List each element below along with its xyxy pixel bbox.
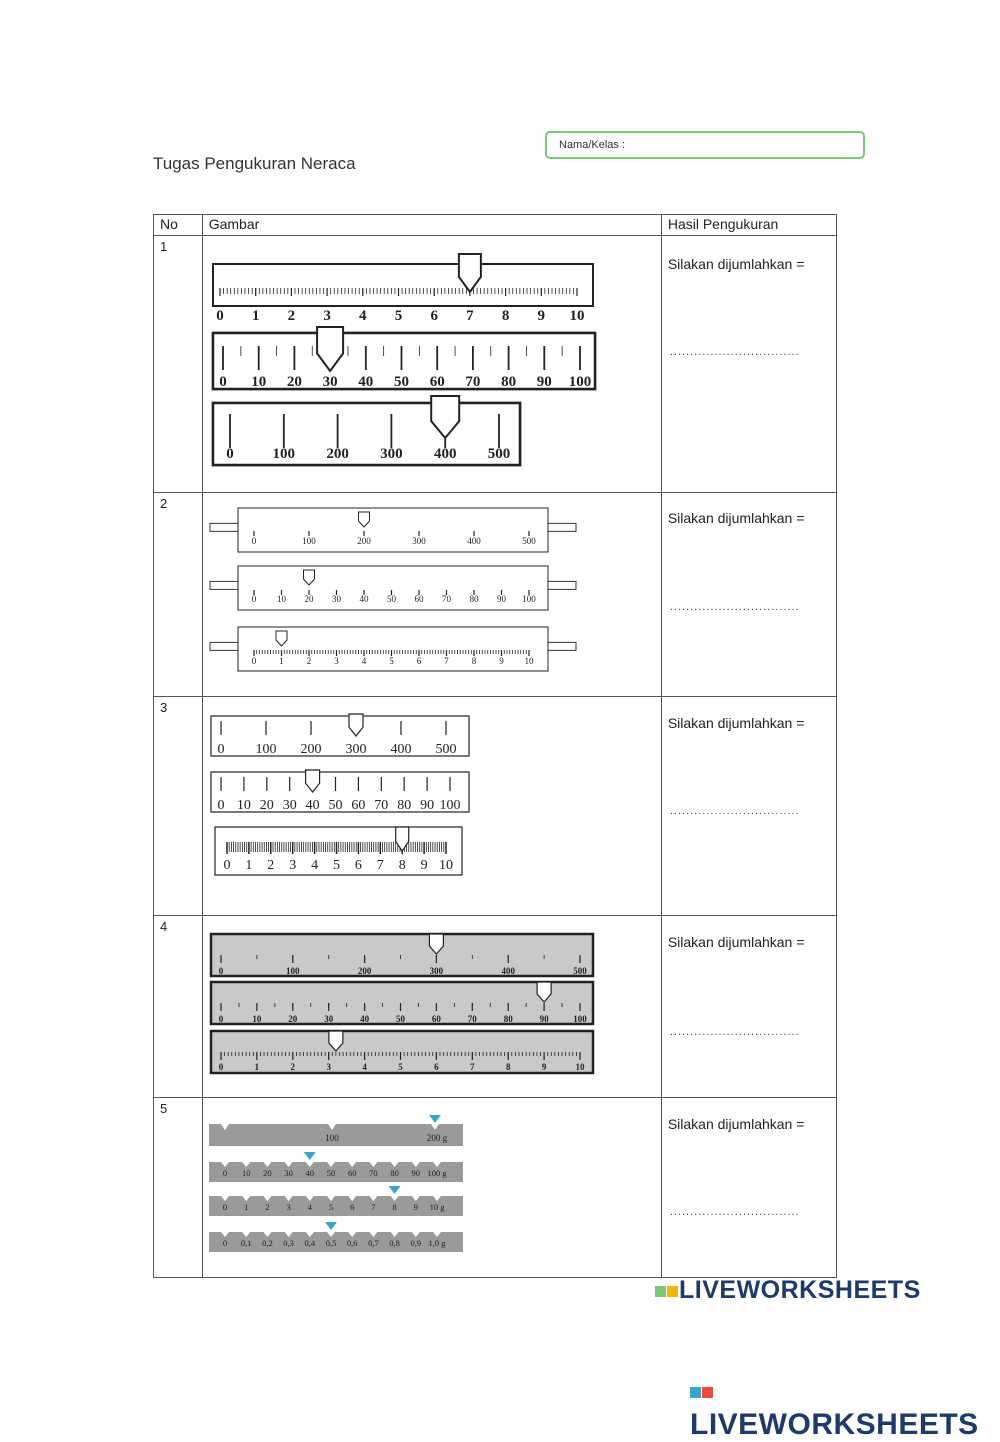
tick-label: 70 xyxy=(467,1014,477,1024)
tick-label: 7 xyxy=(465,308,474,324)
tick-label: 0 xyxy=(215,308,224,324)
tick-label: 3 xyxy=(288,858,296,873)
tick-label: 7 xyxy=(469,1062,475,1072)
beam-1-ticks xyxy=(213,254,593,324)
tick-label: 9 xyxy=(537,308,545,324)
tick-label: 80 xyxy=(500,374,516,390)
tick-label: 0 xyxy=(251,656,256,666)
tick-label: 80 xyxy=(390,1168,399,1178)
tick-label: 2 xyxy=(287,308,295,324)
tick-label: 0 xyxy=(225,446,234,462)
tick-label: 100 xyxy=(572,1014,587,1024)
tick-label: 0,1 xyxy=(240,1238,252,1248)
watermark-text: LIVEWORKSHEETS xyxy=(679,1276,921,1304)
tick-label: 5 xyxy=(397,1062,403,1072)
header-no: No xyxy=(154,215,203,236)
row-number: 3 xyxy=(154,697,203,916)
beam-body xyxy=(211,716,469,756)
table-row xyxy=(154,493,837,697)
tick-label: 7 xyxy=(376,858,384,873)
header-gambar: Gambar xyxy=(202,215,661,236)
tick-label: 400 xyxy=(501,966,515,976)
tick-label: 60 xyxy=(431,1014,441,1024)
tick-label: 500 xyxy=(435,742,457,757)
tick-label: 10 xyxy=(250,374,266,390)
balance-image xyxy=(202,493,661,697)
balance-image xyxy=(202,1098,661,1278)
tick-label: 20 xyxy=(304,594,314,604)
tick-label: 6 xyxy=(349,1202,355,1212)
tick-label: 2 xyxy=(267,858,275,873)
tick-label: 10 xyxy=(575,1062,585,1072)
tick-label: 3 xyxy=(323,308,331,324)
result-prompt: Silakan dijumlahkan = xyxy=(667,256,805,272)
tick-label: 10 xyxy=(236,798,251,813)
tick-label: 30 xyxy=(284,1168,293,1178)
tick-label: 3 xyxy=(326,1062,331,1072)
tick-label: 8 xyxy=(501,308,510,324)
header-hasil: Hasil Pengukuran xyxy=(661,215,836,236)
tick-label: 0 xyxy=(218,966,223,976)
triple-beam-scale-2 xyxy=(203,493,645,691)
tick-label: 4 xyxy=(358,308,367,324)
tick-label: 40 xyxy=(359,594,369,604)
tick-label: 200 g xyxy=(426,1133,447,1143)
tick-label: 10 xyxy=(438,858,453,873)
tick-label: 90 xyxy=(539,1014,549,1024)
tick-label: 50 xyxy=(395,1014,405,1024)
tick-label: 60 xyxy=(414,594,424,604)
beam-body xyxy=(211,934,593,976)
result-cell[interactable] xyxy=(661,697,836,916)
tick-label: 30 xyxy=(322,374,338,390)
result-prompt: Silakan dijumlahkan = xyxy=(667,934,805,950)
triple-beam-scale-3 xyxy=(203,697,645,910)
rider-marker xyxy=(304,1152,316,1160)
tick-label: 200 xyxy=(326,446,349,462)
tick-label: 6 xyxy=(416,656,421,666)
tick-label: 20 xyxy=(259,798,274,813)
tick-label: 60 xyxy=(429,374,445,390)
answer-blank[interactable]: ................................ xyxy=(669,346,800,358)
tick-label: 0 xyxy=(217,742,225,757)
tick-label: 8 xyxy=(398,858,406,873)
table-header-row xyxy=(154,215,837,236)
tick-label: 50 xyxy=(328,798,343,813)
tick-label: 9 xyxy=(498,656,504,666)
tick-label: 100 g xyxy=(427,1168,447,1178)
tick-label: 0 xyxy=(222,1238,227,1248)
table-row xyxy=(154,916,837,1098)
answer-blank[interactable]: ................................ xyxy=(669,805,800,817)
beam-body xyxy=(238,508,548,552)
tick-label: 5 xyxy=(332,858,340,873)
tick-label: 400 xyxy=(433,446,457,462)
table-row xyxy=(154,697,837,916)
balance-image xyxy=(202,916,661,1098)
tick-label: 90 xyxy=(496,594,506,604)
tick-label: 4 xyxy=(361,656,366,666)
tick-label: 80 xyxy=(469,594,479,604)
tick-label: 1 xyxy=(243,1202,249,1212)
tick-label: 0,4 xyxy=(304,1238,315,1248)
tick-label: 20 xyxy=(286,374,302,390)
tick-label: 1 xyxy=(278,656,284,666)
tick-label: 0 xyxy=(218,374,227,390)
rider-marker xyxy=(325,1222,337,1230)
rider-marker xyxy=(429,1115,441,1123)
tick-label: 70 xyxy=(465,374,481,390)
tick-label: 50 xyxy=(326,1168,335,1178)
row-number: 4 xyxy=(154,916,203,1098)
tick-label: 6 xyxy=(354,858,362,873)
tick-label: 9 xyxy=(413,1202,418,1212)
table-row xyxy=(154,1098,837,1278)
tick-label: 300 xyxy=(379,446,403,462)
result-prompt: Silakan dijumlahkan = xyxy=(667,715,805,731)
tick-label: 500 xyxy=(521,536,536,546)
tick-label: 500 xyxy=(572,966,587,976)
tick-label: 30 xyxy=(331,594,341,604)
measurement-table xyxy=(153,214,837,1278)
tick-label: 0 xyxy=(218,1014,223,1024)
tick-label: 0 xyxy=(251,536,256,546)
tick-label: 0 xyxy=(222,1168,227,1178)
tick-label: 0 xyxy=(218,1062,223,1072)
tick-label: 0,6 xyxy=(346,1238,358,1248)
tick-label: 0 xyxy=(251,594,256,604)
tick-label: 10 g xyxy=(429,1202,445,1212)
tick-label: 90 xyxy=(411,1168,420,1178)
tick-label: 50 xyxy=(393,374,409,390)
tick-label: 400 xyxy=(466,536,481,546)
tick-label: 9 xyxy=(541,1062,547,1072)
tick-label: 1,0 g xyxy=(428,1238,446,1248)
row-number: 1 xyxy=(154,236,203,493)
result-prompt: Silakan dijumlahkan = xyxy=(667,1116,805,1132)
tick-label: 70 xyxy=(441,594,451,604)
triple-beam-scale-1 xyxy=(203,236,645,487)
tick-label: 60 xyxy=(347,1168,357,1178)
tick-label: 6 xyxy=(430,308,438,324)
tick-label: 200 xyxy=(356,536,371,546)
tick-label: 10 xyxy=(241,1168,251,1178)
tick-label: 80 xyxy=(503,1014,513,1024)
tick-label: 40 xyxy=(359,1014,369,1024)
tick-label: 300 xyxy=(429,966,443,976)
tick-label: 70 xyxy=(374,798,389,813)
tick-label: 100 xyxy=(324,1133,339,1143)
tick-label: 6 xyxy=(433,1062,439,1072)
quad-beam-scale-5 xyxy=(203,1098,645,1272)
table-row xyxy=(154,236,837,493)
balance-image xyxy=(202,697,661,916)
tick-label: 10 xyxy=(276,594,286,604)
tick-label: 80 xyxy=(396,798,411,813)
tick-label: 100 xyxy=(285,966,300,976)
beam-body xyxy=(213,403,520,465)
tick-label: 500 xyxy=(487,446,510,462)
tick-label: 20 xyxy=(288,1014,298,1024)
result-prompt: Silakan dijumlahkan = xyxy=(667,510,805,526)
result-cell[interactable] xyxy=(661,1098,836,1278)
tick-label: 7 xyxy=(370,1202,376,1212)
tick-label: 10 xyxy=(252,1014,262,1024)
tick-label: 3 xyxy=(286,1202,291,1212)
tick-label: 0,8 xyxy=(388,1238,400,1248)
tick-label: 300 xyxy=(411,536,426,546)
tick-label: 30 xyxy=(282,798,297,813)
tick-label: 90 xyxy=(419,798,434,813)
result-cell[interactable] xyxy=(661,236,836,493)
watermark-logo-upper xyxy=(655,1276,921,1305)
tick-label: 1 xyxy=(254,1062,259,1072)
tick-label: 100 xyxy=(439,798,461,813)
tick-label: 0 xyxy=(217,798,225,813)
tick-label: 8 xyxy=(392,1202,397,1212)
tick-label: 3 xyxy=(333,656,339,666)
tick-label: 40 xyxy=(305,798,320,813)
name-class-field[interactable] xyxy=(545,131,865,159)
name-class-label: Nama/Kelas : xyxy=(559,139,626,151)
triple-beam-scale-4 xyxy=(203,916,645,1092)
tick-label: 30 xyxy=(323,1014,333,1024)
answer-blank[interactable]: ................................ xyxy=(669,601,800,613)
tick-label: 10 xyxy=(524,656,534,666)
tick-label: 100 xyxy=(301,536,316,546)
tick-label: 40 xyxy=(305,1168,314,1178)
tick-label: 5 xyxy=(394,308,402,324)
tick-label: 70 xyxy=(368,1168,378,1178)
tick-label: 2 xyxy=(290,1062,295,1072)
balance-image xyxy=(202,236,661,493)
beam-body xyxy=(213,264,593,306)
tick-label: 1 xyxy=(251,308,260,324)
tick-label: 0 xyxy=(222,1202,227,1212)
tick-label: 100 xyxy=(521,594,536,604)
tick-label: 4 xyxy=(362,1062,367,1072)
watermark-text: LIVEWORKSHEETS xyxy=(690,1408,979,1441)
tick-label: 200 xyxy=(357,966,372,976)
tick-label: 0,7 xyxy=(367,1238,379,1248)
tick-label: 200 xyxy=(300,742,322,757)
row-number: 2 xyxy=(154,493,203,697)
tick-label: 0,3 xyxy=(282,1238,294,1248)
tick-label: 40 xyxy=(358,374,374,390)
rider-marker xyxy=(388,1186,400,1194)
tick-label: 2 xyxy=(264,1202,270,1212)
tick-label: 100 xyxy=(255,742,277,757)
answer-blank[interactable]: ................................ xyxy=(669,1026,800,1038)
answer-blank[interactable]: ................................ xyxy=(669,1206,800,1218)
tick-label: 400 xyxy=(390,742,412,757)
tick-label: 50 xyxy=(386,594,396,604)
tick-label: 2 xyxy=(306,656,311,666)
tick-label: 9 xyxy=(420,858,428,873)
tick-label: 4 xyxy=(310,858,318,873)
tick-label: 0 xyxy=(223,858,231,873)
tick-label: 0,2 xyxy=(261,1238,273,1248)
tick-label: 5 xyxy=(328,1202,333,1212)
tick-label: 8 xyxy=(505,1062,511,1072)
tick-label: 7 xyxy=(443,656,449,666)
result-cell[interactable] xyxy=(661,916,836,1098)
row-number: 5 xyxy=(154,1098,203,1278)
tick-label: 60 xyxy=(351,798,366,813)
tick-label: 5 xyxy=(388,656,394,666)
tick-label: 8 xyxy=(471,656,476,666)
watermark-logo-lower xyxy=(690,1374,1000,1442)
tick-label: 300 xyxy=(345,742,367,757)
result-cell[interactable] xyxy=(661,493,836,697)
tick-label: 0,9 xyxy=(410,1238,421,1248)
tick-label: 90 xyxy=(536,374,552,390)
tick-label: 1 xyxy=(245,858,253,873)
tick-label: 100 xyxy=(568,374,591,390)
tick-label: 0,5 xyxy=(325,1238,337,1248)
tick-label: 10 xyxy=(569,308,585,324)
tick-label: 100 xyxy=(272,446,295,462)
tick-label: 4 xyxy=(307,1202,312,1212)
page-title: Tugas Pengukuran Neraca xyxy=(153,154,356,173)
tick-label: 20 xyxy=(262,1168,272,1178)
